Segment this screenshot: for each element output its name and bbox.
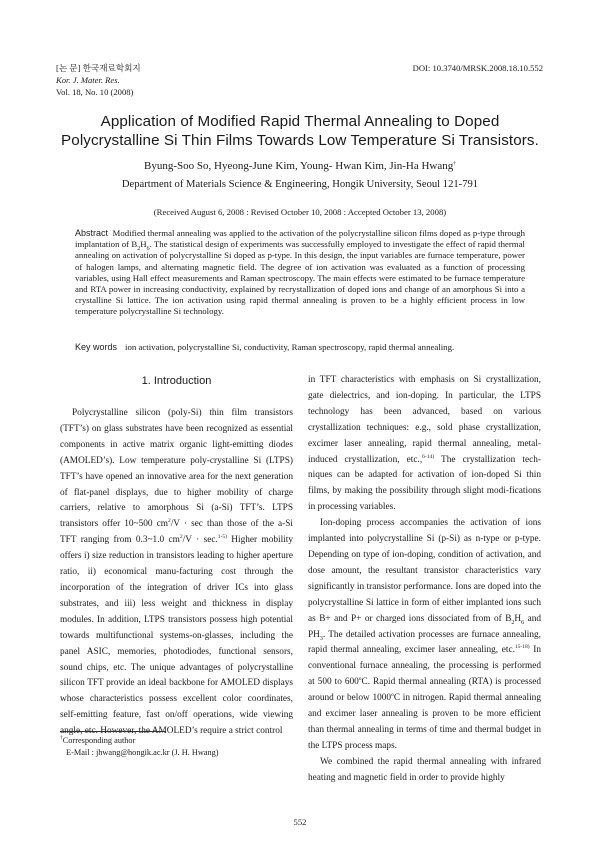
superscript: 2 (167, 518, 171, 525)
abstract-text-part-3: . The statistical design of experiments was successfully employed to investigate the effect of rapid thermal annealing on activation of polycrystalline Si doped as p-type. In this design, the input variables are furnace temperature, power of halogen lamps, and alternating magnetic field. The degree of ion activation was evaluated as a function of processing variables, using Hall effect measurements and Raman spectroscopy. The main effects were estimated to be furnace temperature and RTA power in increasing conductivity, explained by recrystallization of doped ions and change of an amorphous Si into a crystalline Si lattice. The ion activation using rapid thermal annealing is proven to be a highly efficient process in low temperature polycrystalline Si technology. (75, 239, 525, 317)
paragraph: We combined the rapid thermal annealing with infrared heating and magnetic field in order to provide highly (308, 756, 541, 783)
text-run: C in nitrogen. Rapid thermal annealing and excimer laser annealing is proven to be more efficient than thermal annealing in terms of time and thermal budget in the LTPS process maps. (308, 693, 541, 751)
journal-volume: Vol. 18, No. 10 (2008) (56, 87, 134, 97)
text-run: C. Rapid thermal annealing (RTA) is processed around or below 1000 (308, 677, 541, 704)
text-run: /V · sec than those of the a-Si TFT ranging from 0.3~1.0 cm (60, 519, 293, 546)
received-dates: (Received August 6, 2008 : Revised October 10, 2008 : Accepted October 13, 2008) (153, 207, 447, 217)
abstract (75, 228, 525, 318)
subscript: 3 (319, 635, 323, 642)
text-run: Ion-doping process accompanies the activation of ions implanted into polycrystalline Si (p-Si) as n-type or p-type. Depending on type of ion-doping, condition of activation, and dose amount, the resultant transistor characteristics vary significantly in transistor performance. Ions are doped into the polycrystalline Si lattice in form of either implanted ions such as B+ and P+ or charged ions dissociated from of B (308, 518, 541, 624)
subscript: 6 (521, 619, 525, 626)
reference-mark: 6-14) (422, 453, 435, 460)
paragraph (308, 373, 541, 516)
text-run: The crystallization tech-niques can be adapted for activation of ion-doped Si thin films, by making the possibility through slight modi-fications in processing variables. (308, 454, 541, 513)
authors-text: Byung-Soo So, Hyeong-June Kim, Young- Hwan Kim, Jin-Ha Hwang (144, 160, 454, 172)
title-line-2: Polycrystalline Si Thin Films Towards Low Temperature Si Transistors. (61, 132, 539, 149)
reference-mark: 15-18) (514, 644, 530, 651)
section-heading-introduction: 1. Introduction (141, 375, 212, 387)
journal-header (56, 62, 141, 98)
journal-name-korean: [논 문] 한국재료학회지 (56, 63, 141, 73)
title-line-1: Application of Modified Rapid Thermal Annealing to Doped (100, 113, 500, 130)
footnote (60, 735, 219, 759)
paper-title (40, 112, 560, 150)
author-list (40, 160, 560, 172)
subscript: 2 (137, 245, 141, 252)
footnote-line-1 (60, 735, 219, 747)
text-run: H (514, 613, 522, 624)
abstract-label: Abstract (75, 228, 109, 238)
keywords-text: ion activation, polycrystalline Si, conductivity, Raman spectroscopy, rapid thermal annealing. (125, 342, 455, 352)
footnote-line-2: E-Mail : jhwang@hongik.ac.kr (J. H. Hwang) (66, 748, 219, 757)
superscript: 2 (179, 534, 183, 541)
text-run: Polycrystalline silicon (poly-Si) thin film transistors (TFT’s) on glass substrates have been recognized as essential components in active matrix organic light-emitting diodes (AMOLED’s). Low temperature poly-crystalline Si (LTPS) TFT’s have opened an innovative area for the next generation of flat-panel displays, due to higher mobility of charge carriers, relative to amorphous Si (a-Si) TFT’s. LTPS transistors offer 10~500 cm (60, 408, 293, 530)
text-run: In conventional furnace annealing, the processing is performed at 500 to 600 (308, 645, 541, 688)
text-run: Higher mobility offers i) size reduction in transistors leading to higher aperture ratio, ii) economical manu-facturing cost through the incorporation of the integration of driver ICs into glass substrates, and iii) less weight and thickness in display modules. In addition, LTPS transistors possess high potential towards multifunctional systems-on-glasses, including the panel ASIC, memories, photodiodes, functional sensors, sound chips, etc. The unique advantages of polycrystalline silicon TFT provide an ideal backbone for AMOLED displays whose characteristics possess excellent color coordinates, self-emitting feature, fast on/off operations, wide viewing angle, etc. However, the AMOLED’s require a strict control (60, 535, 293, 737)
abstract-text-part-1: Modified thermal annealing was applied to the activation of the polycrystalline silicon films doped as p-type through implantation of B (75, 228, 525, 250)
footnote-divider (60, 731, 166, 732)
paragraph (308, 516, 541, 755)
page-number: 552 (293, 817, 307, 827)
degree-mark: o (358, 676, 362, 683)
footnote-text: Corresponding author (62, 736, 136, 745)
text-run: in TFT characteristics with emphasis on Si crystallization, gate dielectrics, and ion-doping. In particular, the LTPS technology has been advanced, based on various crystallization techniques: e.g., sold phase crystallization, excimer laser annealing, rapid thermal annealing, metal-induced crystallization, etc., (308, 375, 541, 465)
text-run: /V · sec. (182, 535, 218, 546)
column-left (60, 406, 293, 740)
journal-abbreviation: Kor. J. Mater. Res. (56, 75, 120, 85)
degree-mark: o (391, 692, 394, 699)
doi: DOI: 10.3740/MRSK.2008.18.10.552 (412, 63, 543, 73)
subscript: 2 (511, 619, 515, 626)
affiliation: Department of Materials Science & Engineering, Hongik University, Seoul 121-791 (121, 179, 479, 190)
corresponding-mark: † (453, 160, 456, 167)
keywords-label: Key words (75, 342, 118, 352)
abstract-text-part-2: H (140, 239, 147, 250)
paragraph (60, 406, 293, 740)
keywords (75, 342, 525, 352)
reference-mark: 1-5) (217, 534, 227, 541)
text-run: . The detailed activation processes are furnace annealing, rapid thermal annealing, excimer laser annealing, etc. (308, 629, 541, 656)
text-run: and PH (308, 613, 542, 640)
subscript: 6 (146, 245, 150, 252)
column-right (308, 373, 541, 787)
footnote-mark: † (60, 735, 63, 742)
